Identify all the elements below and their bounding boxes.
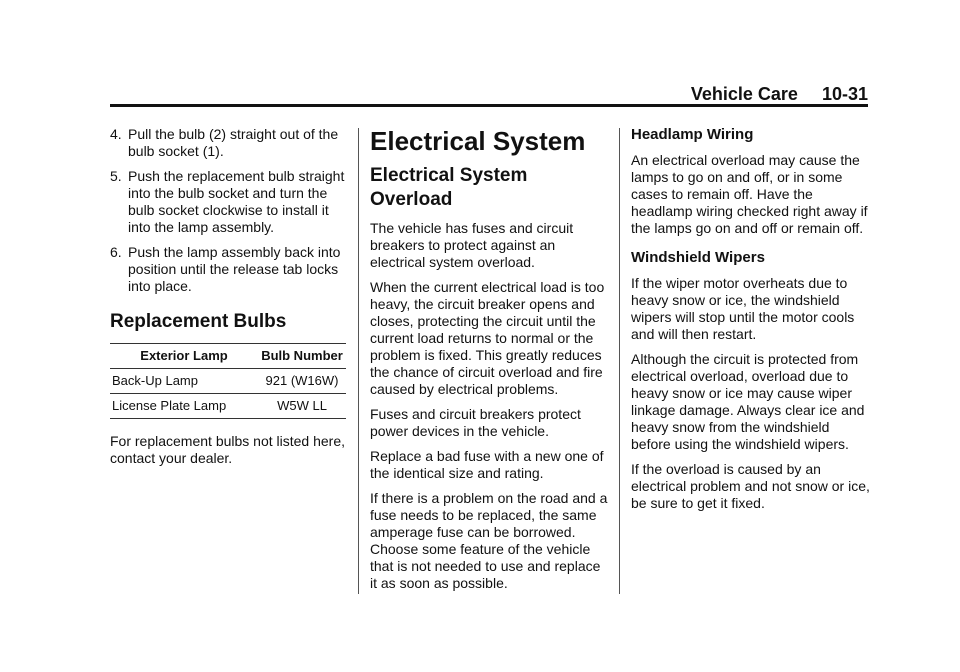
column-1 <box>110 126 348 475</box>
section-title: Vehicle Care <box>690 84 798 104</box>
step-item: 4. Pull the bulb (2) straight out of the bulb socket (1). <box>110 126 339 159</box>
paragraph: If there is a problem on the road and a fuse needs to be replaced, the same amperage fuse can be borrowed. Choose some feature of the vehicle that is not needed to use and replace it as soon as possible. <box>370 490 608 591</box>
dealer-note: For replacement bulbs not listed here, contact your dealer. <box>110 433 346 466</box>
table-header: Exterior Lamp <box>110 344 258 369</box>
table-row: Back-Up Lamp 921 (W16W) <box>110 369 346 394</box>
paragraph: The vehicle has fuses and circuit breakers to protect against an electrical system overload. <box>370 220 574 270</box>
column-divider-1 <box>358 128 359 594</box>
headlamp-wiring-heading: Headlamp Wiring <box>631 126 754 143</box>
overload-heading: Electrical System Overload <box>370 165 528 210</box>
table-row: License Plate Lamp W5W LL <box>110 394 346 419</box>
paragraph: Replace a bad fuse with a new one of the identical size and rating. <box>370 448 604 481</box>
page-header <box>110 84 868 104</box>
step-item: 5. Push the replacement bulb straight into the bulb socket and turn the bulb socket clockwise to install it into the lamp assembly. <box>110 168 345 235</box>
paragraph: Fuses and circuit breakers protect power devices in the vehicle. <box>370 406 581 439</box>
paragraph: Although the circuit is protected from electrical overload, overload due to heavy snow or ice may cause wiper linkage damage. Always clear ice and heavy snow from the windshield before using the windshield wipers. <box>631 351 865 452</box>
table-header: Bulb Number <box>258 344 346 369</box>
replacement-bulbs-heading: Replacement Bulbs <box>110 311 287 332</box>
page-number: 10-31 <box>821 84 868 104</box>
header-rule <box>110 104 868 107</box>
windshield-wipers-heading: Windshield Wipers <box>631 249 765 266</box>
column-2 <box>370 126 608 600</box>
paragraph: If the overload is caused by an electrical problem and not snow or ice, be sure to get it fixed. <box>631 461 870 511</box>
paragraph: An electrical overload may cause the lamps to go on and off, or in some cases to remain off. Have the headlamp wiring checked right away if the lamps go on and off or remain off. <box>631 152 868 236</box>
column-divider-2 <box>619 128 620 594</box>
column-3 <box>631 126 871 520</box>
paragraph: If the wiper motor overheats due to heavy snow or ice, the windshield wipers will stop until the motor cools and will then restart. <box>631 275 855 342</box>
paragraph: When the current electrical load is too heavy, the circuit breaker opens and closes, protecting the circuit until the current load returns to normal or the problem is fixed. This greatly reduces the chance of circuit overload and fire caused by electrical problems. <box>370 279 605 397</box>
electrical-system-heading: Electrical System <box>370 126 586 156</box>
bulb-table <box>110 343 346 419</box>
step-item: 6. Push the lamp assembly back into position until the release tab locks into place. <box>110 244 341 294</box>
